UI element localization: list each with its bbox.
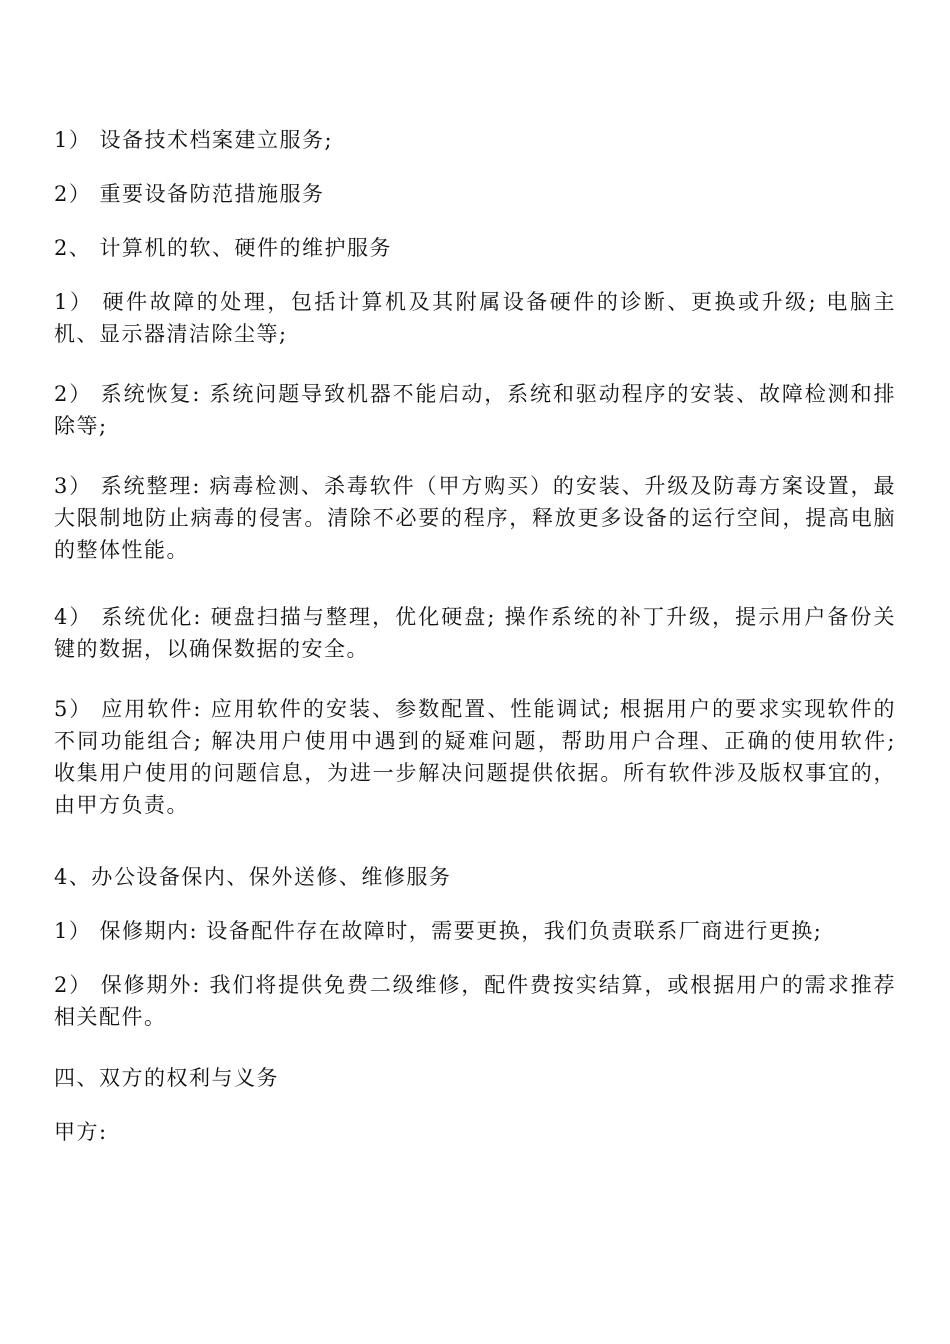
paragraph-system-recovery: 2） 系统恢复: 系统问题导致机器不能启动，系统和驱动程序的安装、故障检测和排除等; bbox=[54, 382, 896, 438]
paragraph-warranty-out: 2） 保修期外: 我们将提供免费二级维修，配件费按实结算，或根据用户的需求推荐相关配件。 bbox=[54, 973, 896, 1029]
paragraph-system-optimize: 4） 系统优化: 硬盘扫描与整理，优化硬盘; 操作系统的补丁升级，提示用户备份关键的数据，以确保数据的安全。 bbox=[54, 605, 896, 661]
paragraph-2: 2） 重要设备防范措施服务 bbox=[54, 182, 325, 206]
party-a-label: 甲方: bbox=[54, 1120, 108, 1144]
section-heading-4: 4、办公设备保内、保外送修、维修服务 bbox=[54, 865, 452, 889]
paragraph-hardware: 1） 硬件故障的处理，包括计算机及其附属设备硬件的诊断、更换或升级; 电脑主机、显示器清洁除尘等; bbox=[54, 290, 896, 346]
paragraph-system-cleanup: 3） 系统整理: 病毒检测、杀毒软件（甲方购买）的安装、升级及防毒方案设置，最大限制地防止病毒的侵害。清除不必要的程序，释放更多设备的运行空间，提高电脑的整体性能。 bbox=[54, 474, 896, 562]
paragraph-1: 1） 设备技术档案建立服务; bbox=[54, 128, 334, 152]
paragraph-warranty-in: 1） 保修期内: 设备配件存在故障时，需要更换，我们负责联系厂商进行更换; bbox=[54, 919, 823, 943]
section-heading-rights: 四、双方的权利与义务 bbox=[54, 1066, 279, 1090]
paragraph-application-software: 5） 应用软件: 应用软件的安装、参数配置、性能调试; 根据用户的要求实现软件的不同功能组合; 解决用户使用中遇到的疑难问题，帮助用户合理、正确的使用软件; 收集用户使用的问题信息，为进一步解决问题提供依据。所有软件涉及版权事宜的，由甲方负责。 bbox=[54, 697, 896, 817]
section-heading-2: 2、 计算机的软、硬件的维护服务 bbox=[54, 236, 393, 260]
